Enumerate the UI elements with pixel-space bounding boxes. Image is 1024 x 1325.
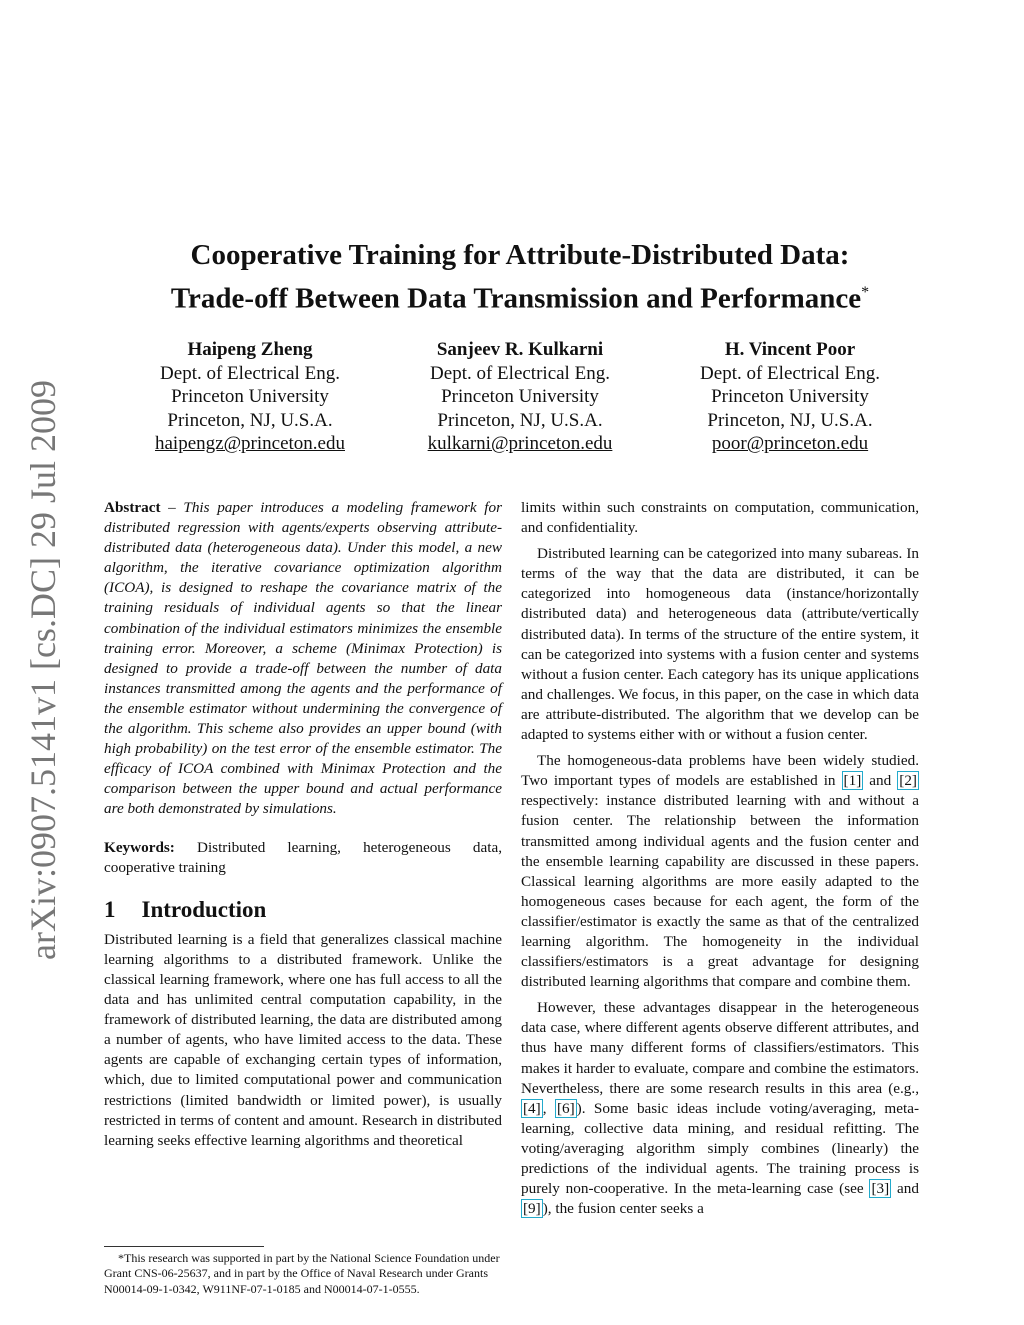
keywords <box>104 838 502 878</box>
author-dept: Dept. of Electrical Eng. <box>430 362 610 384</box>
paragraph-text: , <box>542 1099 555 1117</box>
citation-link-2[interactable]: [2] <box>899 772 917 790</box>
author-block <box>120 338 920 456</box>
right-paragraph-3 <box>521 751 919 992</box>
right-column <box>521 498 919 1219</box>
right-paragraph-4 <box>521 998 919 1219</box>
paragraph-text: ). Some basic ideas include voting/averaging, meta-learning, collective data mining, and residual refitting. The voting/averaging algorithm simply combines (linearly) the predictions of the individual agents. The training process is purely non-cooperative. In the meta-learning case (see <box>521 1099 920 1198</box>
title-line-2-text: Trade-off Between Data Transmission and Performance <box>170 282 862 315</box>
author-university: Princeton University <box>711 386 869 408</box>
author-city: Princeton, NJ, U.S.A. <box>167 409 333 431</box>
section-heading-introduction <box>104 896 502 922</box>
author-dept: Dept. of Electrical Eng. <box>700 362 880 384</box>
author-city: Princeton, NJ, U.S.A. <box>707 409 873 431</box>
right-paragraph-2: Distributed learning can be categorized into many subareas. In terms of the way that the data are distributed, it can be categorized into homogeneous data (instance/horizontally distributed data) and heterogeneous data (attribute/vertically distributed data). In terms of the structure of the entire system, it can be categorized into systems with a fusion center and systems without a fusion center. Each category has its unique applications and challenges. We focus, in this paper, on the case in which data are attribute-distributed. The algorithm that we develop can be adapted to systems either with or without a fusion center. <box>521 545 919 744</box>
abstract-label: Abstract <box>104 499 161 516</box>
author-dept: Dept. of Electrical Eng. <box>160 362 340 384</box>
paragraph-text: and <box>863 772 898 790</box>
right-paragraph-1: limits within such constraints on computation, communication, and confidentiality. <box>521 499 919 537</box>
title-line-1: Cooperative Training for Attribute-Distributed Data: <box>190 239 850 271</box>
title-footnote-mark: * <box>861 284 870 301</box>
paragraph-text: and <box>891 1180 919 1198</box>
citation-link-6[interactable]: [6] <box>556 1099 575 1117</box>
paragraph-text: ), the fusion center seeks a <box>542 1200 704 1218</box>
citation-link-9[interactable]: [9] <box>523 1200 541 1218</box>
footnote-text: *This research was supported in part by the National Science Foundation under Grant CNS-06-25637, and in part by the Office of Naval Research under Grants N00014-09-1-0342, W911NF-07-1-0185 and N00014-07-1-0555. <box>104 1251 500 1296</box>
author-email-link[interactable]: haipengz@princeton.edu <box>154 433 345 455</box>
author-email-link[interactable]: kulkarni@princeton.edu <box>427 433 613 455</box>
citation-link-3[interactable]: [3] <box>871 1180 890 1198</box>
keywords-text: Distributed learning, heterogeneous data, cooperative training <box>104 838 502 876</box>
section-title: Introduction <box>141 896 267 922</box>
paragraph-text: respectively: instance distributed learning with and without a fusion center. The relationship between the information transmitted among individual agents and the fusion center and the ensemble learning capability are discussed in these papers. Classical learning algorithms are more easily adapted to the homogeneous cases because for each agent, the form of the classifier/estimator is exactly the same as that of the centralized learning algorithm. The homogeneity in the individual classifiers/estimators is a great advantage for designing distributed learning algorithms that compare and combine them. <box>521 792 919 991</box>
paper-title <box>100 236 940 318</box>
abstract-dash: – <box>160 499 184 516</box>
author-1 <box>120 338 380 456</box>
abstract <box>104 498 502 820</box>
title-line-2 <box>100 274 940 318</box>
arxiv-identifier: arXiv:0907.5141v1 [cs.DC] 29 Jul 2009 <box>23 380 63 960</box>
left-column <box>104 498 502 1151</box>
author-university: Princeton University <box>441 386 599 408</box>
citation-link-1[interactable]: [1] <box>843 772 862 790</box>
author-name: H. Vincent Poor <box>724 339 856 360</box>
author-2 <box>390 338 650 456</box>
intro-paragraph-1: Distributed learning is a field that generalizes classical machine learning algorithms to a distributed framework. Unlike the classical learning framework, where one has full access to all the data and has unlimited central computation capability, in the framework of distributed learning, the data are distributed among a number of agents, who have limited access to the data. These agents are capable of exchanging certain types of information, which, due to limited computational power and communication restrictions (limited bandwidth or limited power), is usually restricted in terms of content and amount. Research in distributed learning seeks effective learning algorithms and theoretical <box>104 930 502 1149</box>
abstract-text: This paper introduces a modeling framework for distributed regression with agents/experts observing attribute-distributed data (heterogeneous data). Under this model, a new algorithm, the iterative covariance optimization algorithm (ICOA), is designed to reshape the covariance matrix of the training residuals of individual agents so that the linear combination of the individual estimators minimizes the ensemble training error. Moreover, a scheme (Minimax Protection) is designed to provide a trade-off between the number of data instances transmitted among the agents and the performance of the ensemble estimator without undermining the convergence of the algorithm. This scheme also provides an upper bound (with high probability) on the test error of the ensemble estimator. The efficacy of ICOA combined with Minimax Protection and the comparison between the upper bound and actual performance are both demonstrated by simulations. <box>104 499 503 818</box>
author-3 <box>660 338 920 456</box>
author-city: Princeton, NJ, U.S.A. <box>437 409 603 431</box>
citation-link-4[interactable]: [4] <box>523 1099 541 1117</box>
keywords-label: Keywords: <box>104 838 175 856</box>
footnote-rule <box>104 1246 264 1247</box>
author-name: Sanjeev R. Kulkarni <box>436 339 604 360</box>
footnote <box>104 1246 502 1297</box>
paragraph-text: The homogeneous-data problems have been widely studied. Two important types of models are established in <box>521 752 919 790</box>
author-name: Haipeng Zheng <box>187 339 313 360</box>
section-number: 1 <box>104 896 116 922</box>
author-email-link[interactable]: poor@princeton.edu <box>711 433 869 455</box>
paragraph-text: However, these advantages disappear in the heterogeneous data case, where different agents observe different attributes, and thus have many different forms of classifiers/estimators. This makes it harder to evaluate, compare and combine the estimators. Nevertheless, there are some research results in this area (e.g., <box>521 999 919 1097</box>
author-university: Princeton University <box>171 386 329 408</box>
